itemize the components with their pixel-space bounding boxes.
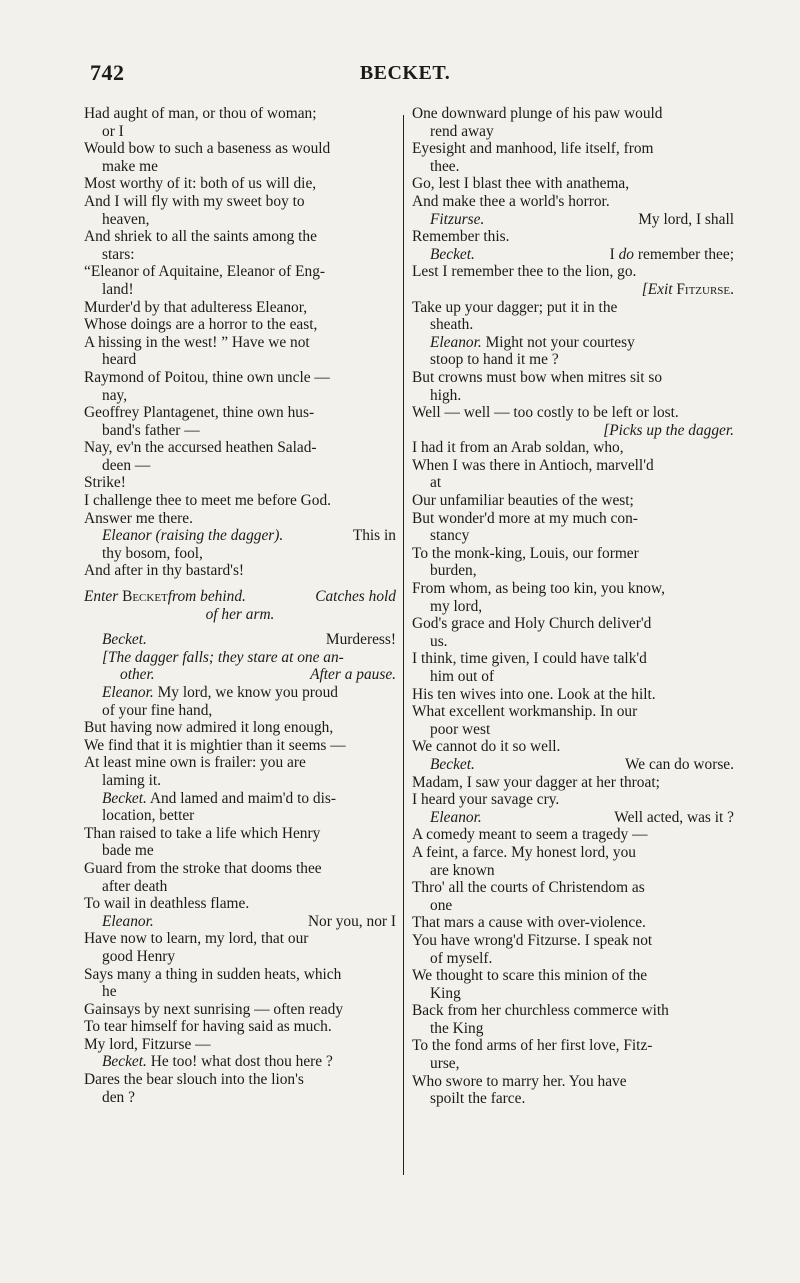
- verse-line: But wonder'd more at my much con-: [412, 509, 638, 527]
- verse-line: Answer me there.: [84, 509, 193, 527]
- verse-line: A hissing in the west! ” Have we not: [84, 333, 310, 351]
- verse-line: From whom, as being too kin, you know,: [412, 580, 665, 598]
- verse-text: Might not your courtesy: [485, 333, 635, 351]
- verse-line: sheath.: [430, 316, 474, 334]
- verse-line: us.: [430, 632, 448, 650]
- speaker-name: Becket.: [102, 1053, 147, 1071]
- verse-line: A feint, a farce. My honest lord, you: [412, 843, 636, 861]
- verse-line: To wail in deathless flame.: [84, 895, 250, 913]
- speaker-name: Becket.: [102, 631, 147, 649]
- speech-line: [84, 1053, 396, 1071]
- verse-text: My lord, we know you proud: [157, 684, 338, 701]
- verse-line: spoilt the farce.: [430, 1090, 526, 1108]
- verse-line: Take up your dagger; put it in the: [412, 298, 618, 316]
- verse-line: nay,: [102, 386, 128, 404]
- verse-line: You have wrong'd Fitzurse. I speak not: [412, 931, 653, 949]
- verse-line: To the fond arms of her first love, Fitz-: [412, 1037, 653, 1055]
- verse-line: God's grace and Holy Church deliver'd: [412, 615, 652, 633]
- speaker-name: Becket.: [102, 789, 147, 807]
- verse-line: stars:: [102, 245, 135, 263]
- verse-line: Whose doings are a horror to the east,: [84, 316, 318, 334]
- verse-text: Murderess!: [325, 631, 396, 649]
- speech-line: [412, 334, 734, 352]
- speech-line: [84, 684, 396, 702]
- speaker-name: Becket.: [430, 245, 475, 263]
- stage-direction: of her arm.: [205, 605, 275, 623]
- verse-line: To tear himself for having said as much.: [84, 1018, 332, 1036]
- verse-line: When I was there in Antioch, marvell'd: [412, 456, 654, 474]
- verse-line: We find that it is mightier than it seems —: [84, 736, 346, 754]
- verse-line: Had aught of man, or thou of woman;: [84, 105, 317, 122]
- stage-direction: [Picks up the dagger.: [603, 421, 734, 439]
- verse-line: one: [430, 896, 453, 914]
- verse-line: Back from her churchless commerce with: [412, 1002, 669, 1020]
- verse-line: What excellent workmanship. In our: [412, 703, 638, 721]
- speech-line: [84, 527, 396, 545]
- verse-line: Dares the bear slouch into the lion's: [84, 1071, 304, 1089]
- verse-line: I challenge thee to meet me before God.: [84, 492, 331, 510]
- verse-text: He too! what dost thou here ?: [150, 1053, 333, 1071]
- verse-line: That mars a cause with over-violence.: [412, 914, 646, 932]
- verse-line: Strike!: [84, 474, 126, 492]
- verse-line: I heard your savage cry.: [412, 791, 560, 809]
- verse-line: To the monk-king, Louis, our former: [412, 544, 639, 562]
- verse-line: thee.: [430, 157, 460, 175]
- verse-line: Madam, I saw your dagger at her throat;: [412, 773, 660, 791]
- verse-line: bade me: [102, 842, 154, 860]
- verse-line: We thought to scare this minion of the: [412, 967, 648, 985]
- speaker-name: Eleanor.: [430, 333, 482, 351]
- column-divider: [403, 115, 404, 1175]
- verse-line: burden,: [430, 562, 477, 580]
- verse-line: Our unfamiliar beauties of the west;: [412, 492, 634, 510]
- stage-direction: other. After a pause.: [120, 666, 396, 684]
- speaker-name: Eleanor.: [102, 684, 154, 701]
- running-title: BECKET.: [359, 62, 451, 84]
- verse-line: I think, time given, I could have talk'd: [412, 650, 647, 668]
- verse-line: At least mine own is frailer: you are: [84, 754, 306, 772]
- speech-line: [84, 913, 396, 931]
- verse-line: Geoffrey Plantagenet, thine own hus-: [84, 404, 315, 422]
- verse-line: Well — well — too costly to be left or lost.: [412, 404, 679, 422]
- verse-text: Eleanor of Aquitaine, Eleanor of Eng-: [90, 263, 326, 281]
- verse-line: But crowns must bow when mitres sit so: [412, 368, 663, 386]
- verse-line: rend away: [430, 122, 494, 140]
- verse-line: make me: [102, 157, 158, 175]
- verse-line: King: [430, 984, 461, 1002]
- verse-line: Murder'd by that adulteress Eleanor,: [84, 298, 308, 316]
- speech-line: [84, 790, 396, 808]
- verse-line: land!: [102, 280, 134, 298]
- verse-line: my lord,: [430, 597, 483, 615]
- verse-line: Go, lest I blast thee with anathema,: [412, 175, 630, 193]
- verse-line: urse,: [430, 1055, 460, 1073]
- verse-line: Would bow to such a baseness as would: [84, 140, 331, 158]
- verse-text: And lamed and maim'd to dis-: [149, 789, 337, 807]
- verse-line: Who swore to marry her. You have: [412, 1072, 627, 1090]
- verse-line: poor west: [430, 720, 491, 738]
- stage-direction: Enter Becketfrom behind. Catches hold: [84, 588, 396, 606]
- verse-text: We can do worse.: [624, 755, 734, 773]
- speech-line: [84, 631, 396, 649]
- verse-line: Gainsays by next sunrising — often ready: [84, 1000, 344, 1018]
- verse-line: A comedy meant to seem a tragedy —: [412, 826, 648, 844]
- verse-line: at: [430, 474, 442, 492]
- speaker-name: Eleanor.: [102, 912, 154, 930]
- verse-line: Eyesight and manhood, life itself, from: [412, 140, 654, 158]
- verse-line: location, better: [102, 807, 195, 825]
- speaker-name: Eleanor: [102, 527, 152, 545]
- verse-line: he: [102, 983, 117, 1001]
- verse-line: deen —: [102, 456, 151, 474]
- verse-line: of myself.: [430, 949, 493, 967]
- verse-line: stancy: [430, 527, 470, 545]
- speech-line: [412, 809, 734, 827]
- verse-line: after death: [102, 877, 168, 895]
- verse-line: Thro' all the courts of Christendom as: [412, 879, 645, 897]
- verse-line: One downward plunge of his paw would: [412, 105, 663, 122]
- right-column: [412, 105, 734, 1108]
- verse-line: His ten wives into one. Look at the hilt.: [412, 685, 656, 703]
- verse-line: are known: [430, 861, 495, 879]
- verse-text: This in: [352, 527, 396, 545]
- verse-line: stoop to hand it me ?: [430, 351, 559, 369]
- verse-line: Guard from the stroke that dooms thee: [84, 859, 322, 877]
- character-name: Fitzurse.: [676, 280, 734, 298]
- stage-direction: [Exit Fitzurse.: [641, 280, 734, 298]
- verse-text: My lord, I shall: [638, 210, 734, 228]
- verse-line: I had it from an Arab soldan, who,: [412, 439, 624, 457]
- speech-line: Becket. I do remember thee;: [430, 245, 734, 263]
- left-column: [84, 105, 396, 1106]
- verse-line: thy bosom, fool,: [102, 544, 203, 562]
- verse-line: Most worthy of it: both of us will die,: [84, 175, 317, 193]
- verse-line: Than raised to take a life which Henry: [84, 824, 321, 842]
- verse-line: of your fine hand,: [102, 701, 213, 719]
- verse-line: him out of: [430, 668, 495, 685]
- verse-line: Says many a thing in sudden heats, which: [84, 965, 342, 983]
- verse-line: heard: [102, 351, 137, 369]
- stage-direction: (raising the dagger).: [155, 527, 284, 545]
- verse-line: But having now admired it long enough,: [84, 719, 334, 737]
- verse-line: band's father —: [102, 421, 200, 439]
- page-header: [90, 60, 720, 88]
- speaker-name: Eleanor.: [430, 808, 482, 826]
- verse-line: heaven,: [102, 210, 150, 228]
- stage-direction: [The dagger falls; they stare at one an-: [102, 648, 344, 666]
- verse-line: And after in thy bastard's!: [84, 562, 245, 580]
- verse-line: And I will fly with my sweet boy to: [84, 192, 305, 210]
- verse-line: good Henry: [102, 947, 176, 965]
- verse-line: “Eleanor of Aquitaine, Eleanor of Eng-: [84, 263, 326, 281]
- speech-line: [412, 756, 734, 774]
- verse-line: or I: [102, 122, 124, 140]
- verse-line: And make thee a world's horror.: [412, 192, 610, 210]
- page-number: 742: [90, 60, 125, 85]
- speech-line: [412, 211, 734, 229]
- verse-line: We cannot do it so well.: [412, 738, 561, 756]
- verse-line: My lord, Fitzurse —: [84, 1035, 211, 1053]
- verse-line: Have now to learn, my lord, that our: [84, 930, 309, 948]
- verse-line: the King: [430, 1019, 484, 1037]
- character-name: Becket: [122, 588, 168, 606]
- verse-line: Lest I remember thee to the lion, go.: [412, 263, 637, 281]
- verse-line: Raymond of Poitou, thine own uncle —: [84, 368, 330, 386]
- speaker-name: Becket.: [430, 755, 475, 773]
- verse-text: Well acted, was it ?: [614, 808, 734, 826]
- verse-line: laming it.: [102, 771, 161, 789]
- verse-line: Remember this.: [412, 228, 510, 246]
- verse-line: Nay, ev'n the accursed heathen Salad-: [84, 439, 317, 457]
- speaker-name: Fitzurse.: [430, 210, 485, 228]
- verse-line: And shriek to all the saints among the: [84, 228, 317, 246]
- verse-line: high.: [430, 386, 462, 404]
- verse-line: den ?: [102, 1088, 135, 1106]
- verse-text: Nor you, nor I: [307, 912, 396, 930]
